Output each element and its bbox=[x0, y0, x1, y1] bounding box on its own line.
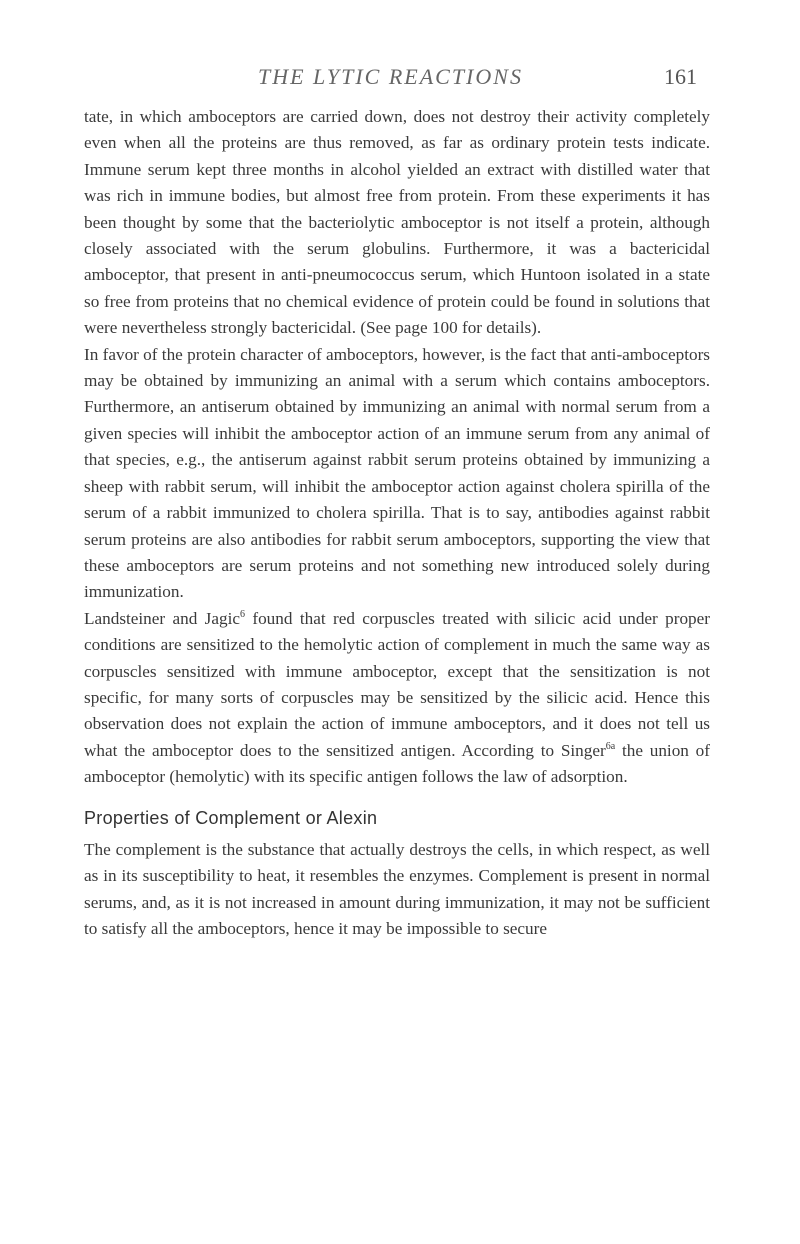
paragraph-complement: The complement is the substance that actually destroys the cells, in which respect, as well as in its susceptibility to heat, it resembles the enzymes. Complement is present in normal serums, and, as it is not increased in amount during immunization, it may not be sufficient to satisfy all the amboceptors, hence it may be impossible to secure bbox=[84, 839, 710, 939]
paragraph-landsteiner bbox=[84, 606, 710, 791]
footnote-ref: 6 bbox=[240, 608, 245, 620]
paragraph-continued: tate, in which amboceptors are carried down, does not destroy their activity completely even when all the proteins are thus removed, as far as ordinary protein tests indicate. Immune serum kept three months in alcohol yielded an extract with distilled water that was rich in immune bodies, but almost free from protein. From these experiments it has been thought by some that the bacteriolytic amboceptor is not itself a protein, although closely associated with the serum globulins. Furthermore, it was a bactericidal amboceptor, that present in anti-pneumococcus serum, which Huntoon isolated in a state so free from proteins that no chemical evidence of protein could be found in solutions that were nevertheless strongly bactericidal. (See page 100 for details). bbox=[84, 107, 710, 338]
page-header bbox=[0, 64, 800, 94]
paragraph-protein-character: In favor of the protein character of amboceptors, however, is the fact that anti-amboceptors may be obtained by immunizing an animal with a serum which contains amboceptors. Furthermore, an antiserum obtained by immunizing an animal with normal serum from a given species will inhibit the amboceptor action of an immune serum from any animal of that species, e.g., the antiserum against rabbit serum proteins obtained by immunizing a sheep with rabbit serum, will inhibit the amboceptor action against cholera spirilla of the serum of a rabbit immunized to cholera spirilla. That is to say, antibodies against rabbit serum proteins are also antibodies for rabbit serum amboceptors, supporting the view that these amboceptors are serum proteins and not something new introduced solely during immunization. bbox=[84, 344, 710, 602]
page-body bbox=[84, 104, 710, 943]
paragraph-text: the union of amboceptor (hemolytic) with its specific antigen follows the law of adsorption. bbox=[84, 740, 710, 787]
running-title: THE LYTIC REACTIONS bbox=[258, 64, 523, 89]
section-heading: Properties of Complement or Alexin bbox=[84, 807, 378, 828]
footnote-ref: 6a bbox=[605, 740, 616, 752]
paragraph-text: Landsteiner and Jagic bbox=[84, 608, 240, 628]
paragraph-text: found that red corpuscles treated with silicic acid under proper conditions are sensitized to the hemolytic action of complement in much the same way as corpuscles sensitized with immune amboceptor, except that the sensitization is not specific, for many sorts of corpuscles may be sensitized by the silicic acid. Hence this observation does not explain the action of immune amboceptors, and it does not tell us what the amboceptor does to the sensitized antigen. According to Singer bbox=[84, 608, 710, 760]
page-number: 161 bbox=[664, 64, 697, 89]
